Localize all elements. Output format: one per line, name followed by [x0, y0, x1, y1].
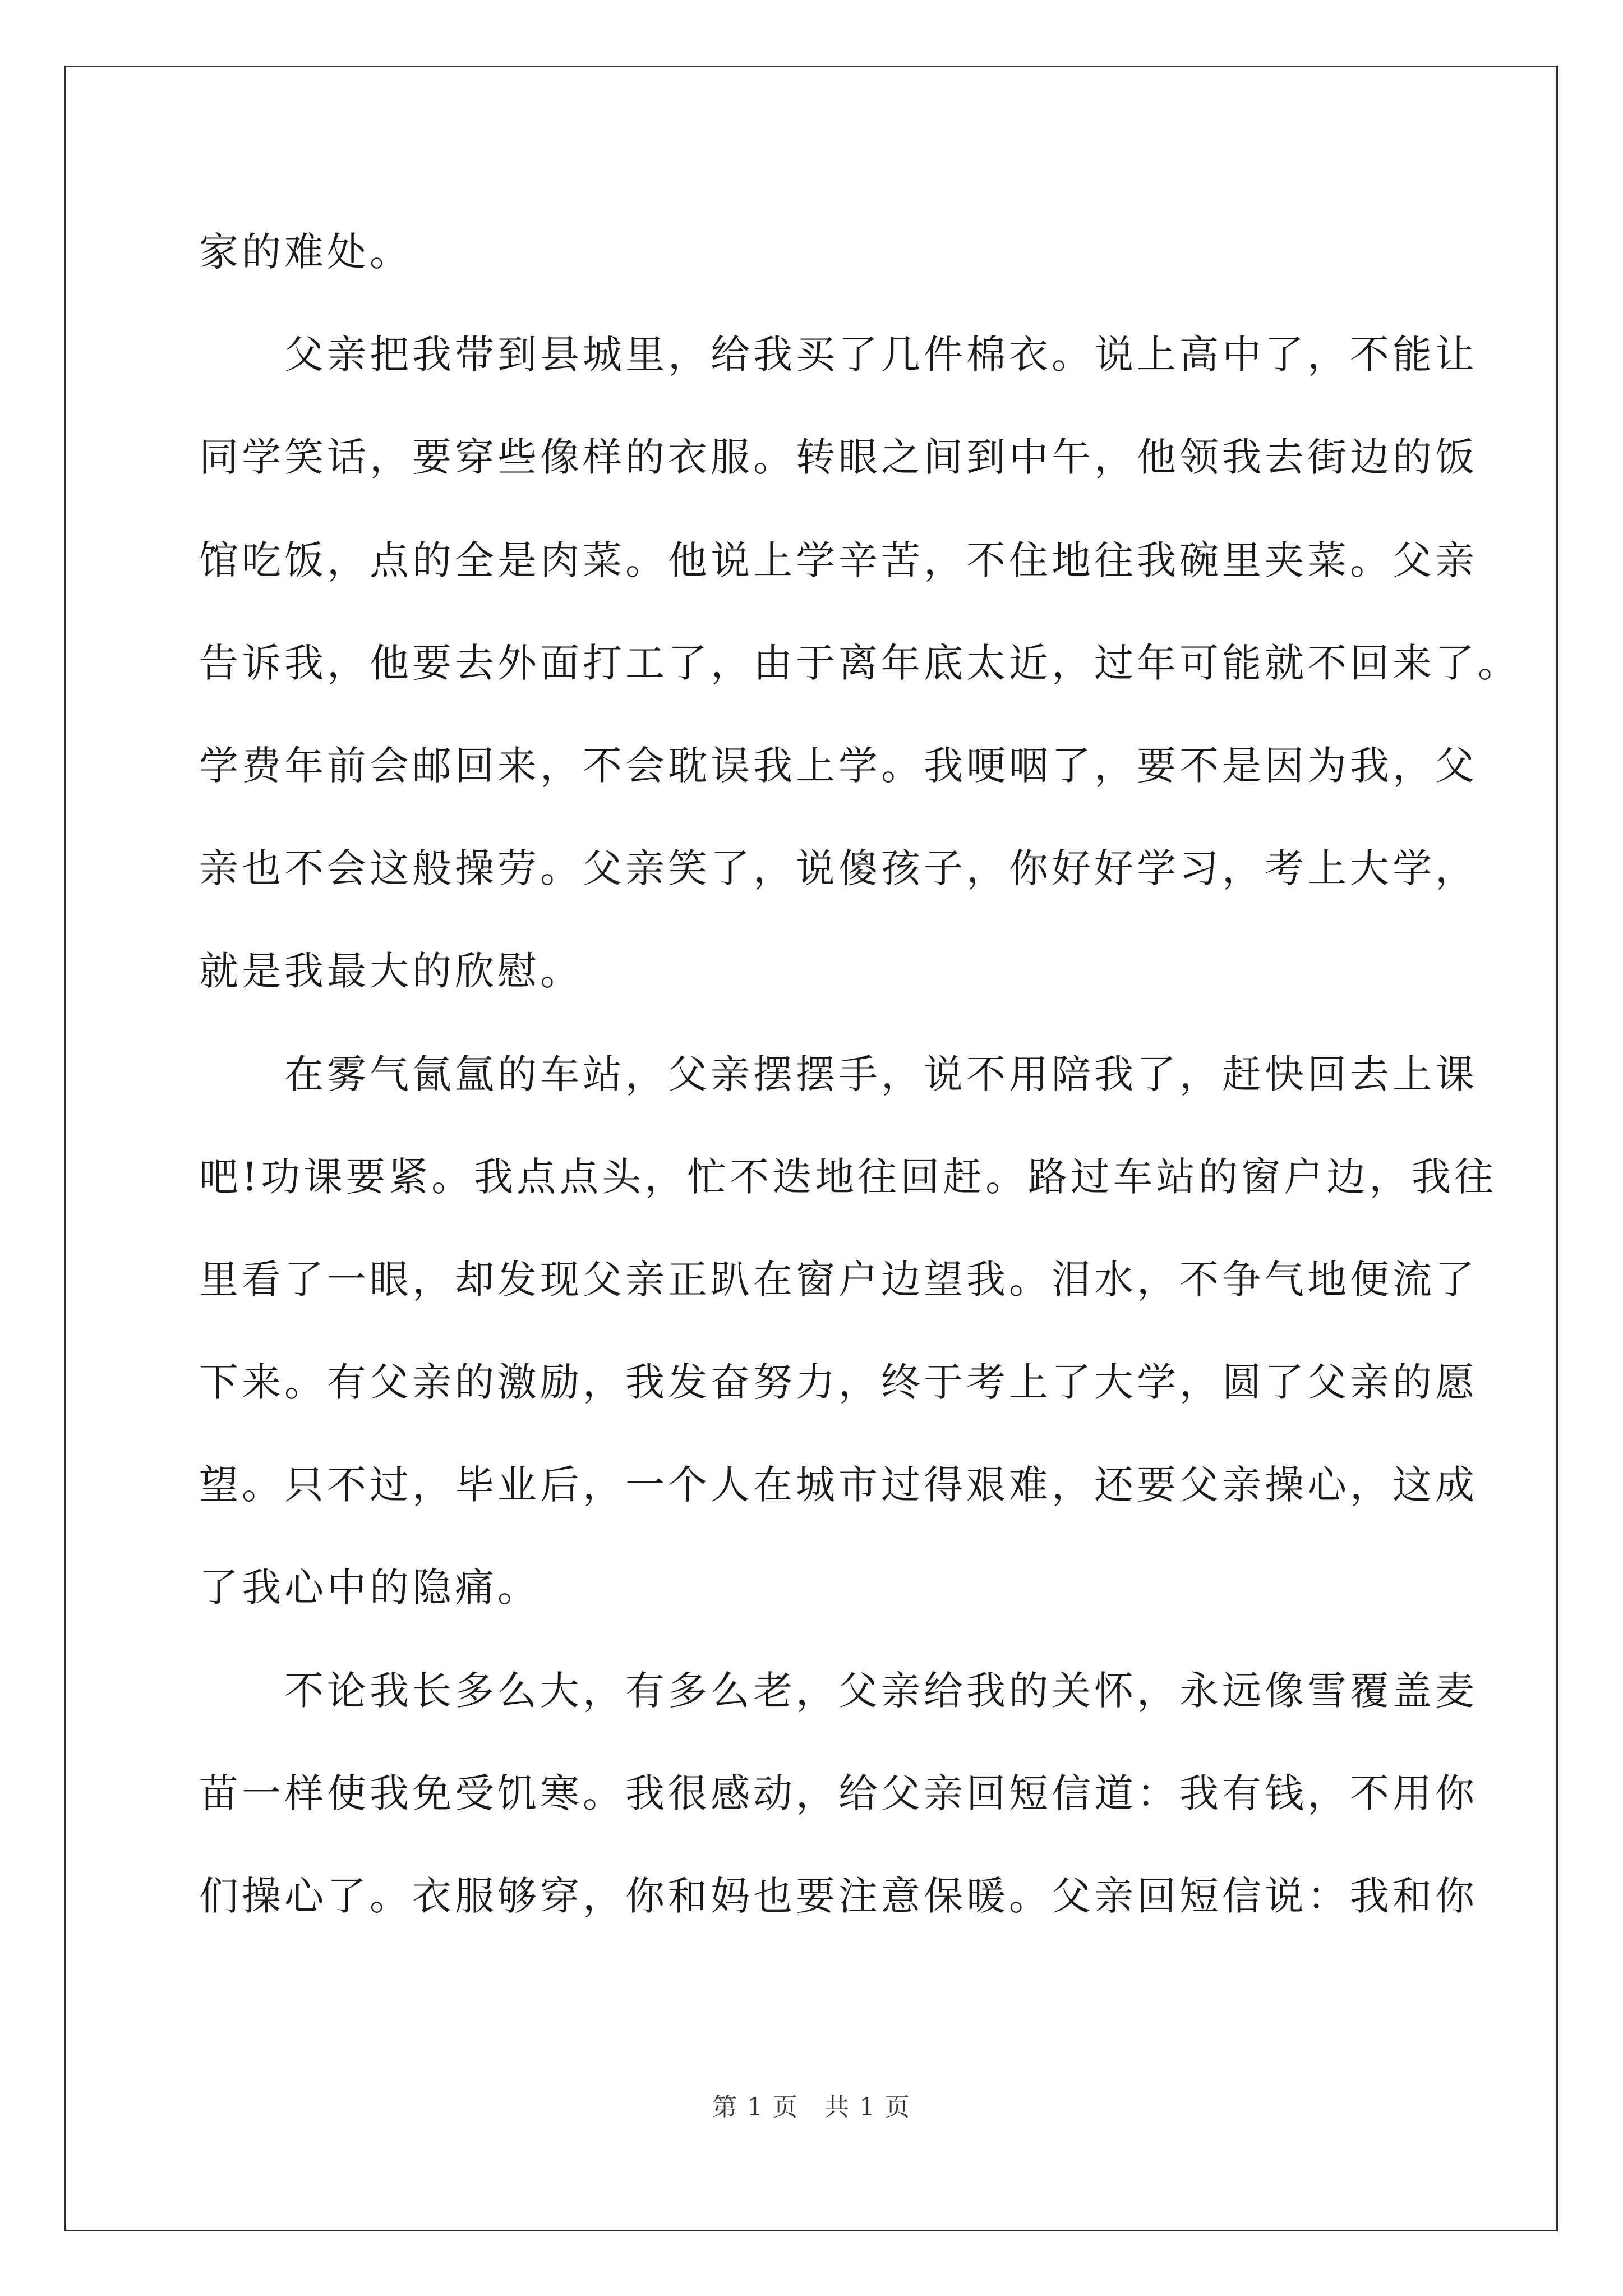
text-line: 不论我长多么大，有多么老，父亲给我的关怀，永远像雪覆盖麦 — [199, 1667, 1478, 1714]
text-line: 父亲把我带到县城里，给我买了几件棉衣。说上高中了，不能让 — [199, 332, 1478, 378]
text-line: 就是我最大的欣慰。 — [199, 948, 583, 995]
text-line: 吧!功课要紧。我点点头，忙不迭地往回赶。路过车站的窗户边，我往 — [199, 1153, 1497, 1200]
text-line: 望。只不过，毕业后，一个人在城市过得艰难，还要父亲操心，这成 — [199, 1462, 1478, 1508]
text-line: 告诉我，他要去外面打工了，由于离年底太近，过年可能就不回来了。 — [199, 639, 1520, 686]
text-line: 在雾气氤氲的车站，父亲摆摆手，说不用陪我了，赶快回去上课 — [199, 1051, 1478, 1097]
text-line: 了我心中的隐痛。 — [199, 1565, 540, 1611]
text-line: 馆吃饭，点的全是肉菜。他说上学辛苦，不住地往我碗里夹菜。父亲 — [199, 537, 1478, 583]
page-footer: 第 1 页 共 1 页 — [712, 2093, 911, 2122]
text-line: 里看了一眼，却发现父亲正趴在窗户边望我。泪水，不争气地便流了 — [199, 1256, 1478, 1303]
text-line: 们操心了。衣服够穿，你和妈也要注意保暖。父亲回短信说：我和你 — [199, 1873, 1478, 1919]
text-line: 学费年前会邮回来，不会耽误我上学。我哽咽了，要不是因为我，父 — [199, 742, 1478, 789]
text-line: 亲也不会这般操劳。父亲笑了，说傻孩子，你好好学习，考上大学， — [199, 845, 1478, 892]
text-line: 同学笑话，要穿些像样的衣服。转眼之间到中午，他领我去街边的饭 — [199, 434, 1478, 481]
text-line: 下来。有父亲的激励，我发奋努力，终于考上了大学，圆了父亲的愿 — [199, 1359, 1478, 1406]
text-line: 苗一样使我免受饥寒。我很感动，给父亲回短信道：我有钱，不用你 — [199, 1770, 1478, 1816]
document-body — [199, 201, 1520, 1948]
text-line: 家的难处。 — [199, 229, 412, 275]
